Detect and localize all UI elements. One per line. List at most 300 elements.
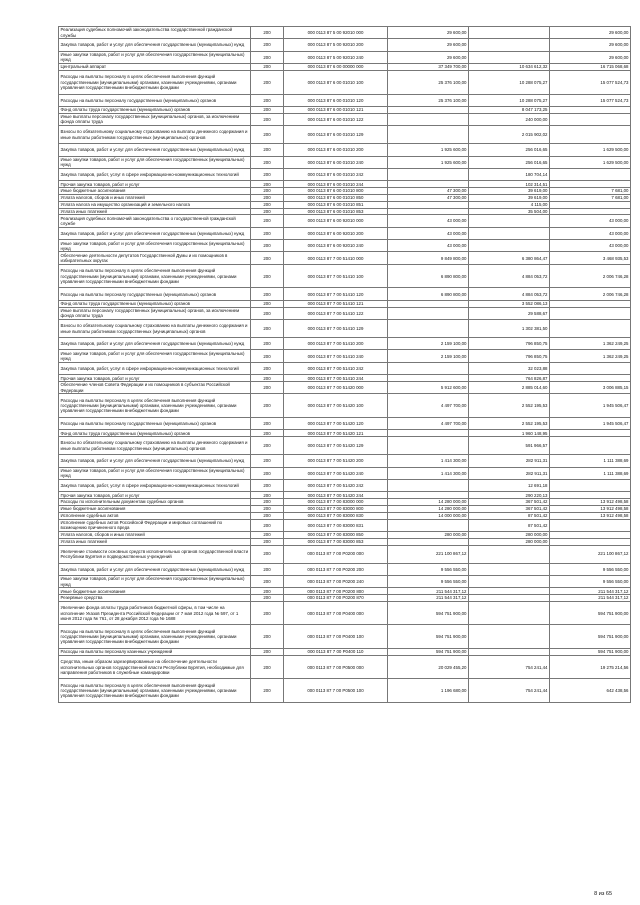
approved-amount-cell: 29 600,00 xyxy=(388,51,469,63)
approved-amount-cell: 47 300,00 xyxy=(388,194,469,201)
approved-amount-cell: 594 751 900,00 xyxy=(388,601,469,625)
executed-amount-cell: 39 619,00 xyxy=(469,194,550,201)
code-cell: 200 xyxy=(251,601,284,625)
remaining-amount-cell xyxy=(550,126,631,144)
executed-amount-cell xyxy=(469,588,550,595)
approved-amount-cell: 43 000,00 xyxy=(388,227,469,239)
table-row xyxy=(59,307,631,319)
approved-amount-cell: 2 159 100,00 xyxy=(388,350,469,362)
description-cell: Иные выплаты персоналу государственных (муниципальных) органов, за исключением фонда оплаты труда xyxy=(59,307,251,319)
budget-code-cell: 000 0113 87 7 00 51420 121 xyxy=(284,430,388,437)
table-row xyxy=(59,240,631,252)
description-cell: Закупка товаров, работ и услуг для обеспечения государственных (муниципальных) нужд xyxy=(59,227,251,239)
remaining-amount-cell xyxy=(550,201,631,208)
remaining-amount-cell: 1 111 388,69 xyxy=(550,455,631,467)
budget-code-cell: 000 0113 87 7 00 83000 000 xyxy=(284,499,388,506)
executed-amount-cell: 796 850,75 xyxy=(469,350,550,362)
approved-amount-cell xyxy=(388,375,469,382)
executed-amount-cell: 240 000,00 xyxy=(469,113,550,125)
table-row xyxy=(59,649,631,656)
approved-amount-cell: 1 925 600,00 xyxy=(388,156,469,168)
budget-code-cell: 000 0113 87 7 00 51410 240 xyxy=(284,350,388,362)
budget-code-cell: 000 0113 87 7 00 51410 000 xyxy=(284,252,388,264)
table-row xyxy=(59,252,631,264)
executed-amount-cell: 35 504,00 xyxy=(469,208,550,215)
approved-amount-cell xyxy=(388,307,469,319)
budget-code-cell: 000 0113 87 7 00 51420 200 xyxy=(284,455,388,467)
approved-amount-cell: 25 376 100,00 xyxy=(388,94,469,106)
approved-amount-cell: 47 300,00 xyxy=(388,188,469,195)
budget-code-cell: 000 0113 87 7 00 51410 200 xyxy=(284,338,388,350)
code-cell: 200 xyxy=(251,64,284,71)
description-cell: Прочая закупка товаров, работ и услуг xyxy=(59,492,251,499)
table-row xyxy=(59,430,631,437)
code-cell: 200 xyxy=(251,300,284,307)
description-cell: Фонд оплаты труда государственных (муниципальных) органов xyxy=(59,430,251,437)
code-cell: 200 xyxy=(251,144,284,156)
remaining-amount-cell: 221 100 867,12 xyxy=(550,545,631,563)
approved-amount-cell xyxy=(388,519,469,531)
remaining-amount-cell xyxy=(550,479,631,491)
table-row xyxy=(59,300,631,307)
description-cell: Исполнение судебных актов Российской Федерации и мировых соглашений по возмещению причиненного вреда xyxy=(59,519,251,531)
approved-amount-cell: 211 544 317,12 xyxy=(388,595,469,602)
budget-code-cell: 000 0113 87 6 00 01010 851 xyxy=(284,201,388,208)
budget-code-cell: 000 0113 87 7 00 51410 122 xyxy=(284,307,388,319)
executed-amount-cell: 12 691,18 xyxy=(469,479,550,491)
budget-code-cell: 000 0113 87 7 00 51410 100 xyxy=(284,264,388,288)
code-cell: 200 xyxy=(251,168,284,180)
description-cell: Расходы по исполнительным документам судебных органов xyxy=(59,499,251,506)
table-row xyxy=(59,531,631,538)
executed-amount-cell: 3 552 086,13 xyxy=(469,300,550,307)
approved-amount-cell xyxy=(388,479,469,491)
budget-code-cell: 000 0113 87 6 00 92010 200 xyxy=(284,227,388,239)
code-cell: 200 xyxy=(251,350,284,362)
remaining-amount-cell: 43 000,00 xyxy=(550,240,631,252)
budget-code-cell: 000 0113 87 7 00 P0200 870 xyxy=(284,595,388,602)
executed-amount-cell: 32 023,88 xyxy=(469,362,550,374)
description-cell: Закупка товаров, работ и услуг для обеспечения государственных (муниципальных) нужд xyxy=(59,338,251,350)
description-cell: Иные закупки товаров, работ и услуг для обеспечения государственных (муниципальных) нужд xyxy=(59,240,251,252)
approved-amount-cell: 9 556 550,00 xyxy=(388,563,469,575)
description-cell: Расходы на выплаты персоналу государственных (муниципальных) органов xyxy=(59,417,251,429)
approved-amount-cell: 14 000 000,00 xyxy=(388,512,469,519)
executed-amount-cell: 6 380 864,47 xyxy=(469,252,550,264)
code-cell: 200 xyxy=(251,417,284,429)
table-row xyxy=(59,588,631,595)
code-cell: 200 xyxy=(251,394,284,418)
remaining-amount-cell: 29 600,00 xyxy=(550,39,631,51)
remaining-amount-cell: 2 006 746,28 xyxy=(550,288,631,300)
description-cell: Уплата иных платежей xyxy=(59,538,251,545)
table-row xyxy=(59,106,631,113)
approved-amount-cell: 43 000,00 xyxy=(388,215,469,227)
remaining-amount-cell: 13 912 498,58 xyxy=(550,499,631,506)
table-row xyxy=(59,679,631,703)
description-cell: Расходы на выплаты персоналу в целях обеспечения выполнения функций государственными (муниципальными) органами, казенными учреждениями, органами управления государственными внебюджетными фондами xyxy=(59,264,251,288)
remaining-amount-cell: 13 912 498,58 xyxy=(550,512,631,519)
executed-amount-cell: 4 884 053,72 xyxy=(469,288,550,300)
executed-amount-cell: 282 911,31 xyxy=(469,467,550,479)
remaining-amount-cell: 3 468 935,53 xyxy=(550,252,631,264)
table-row xyxy=(59,51,631,63)
remaining-amount-cell: 15 077 524,73 xyxy=(550,94,631,106)
code-cell: 200 xyxy=(251,70,284,94)
approved-amount-cell: 14 280 000,00 xyxy=(388,505,469,512)
description-cell: Взносы по обязательному социальному страхованию на выплаты денежного содержания и иные выплаты работникам государственных (муниципальных) органов xyxy=(59,320,251,338)
description-cell: Исполнение судебных актов xyxy=(59,512,251,519)
executed-amount-cell: 180 704,14 xyxy=(469,168,550,180)
approved-amount-cell xyxy=(388,437,469,455)
table-row xyxy=(59,492,631,499)
budget-code-cell: 000 0113 87 7 00 51410 242 xyxy=(284,362,388,374)
code-cell: 200 xyxy=(251,655,284,679)
approved-amount-cell: 1 925 600,00 xyxy=(388,144,469,156)
description-cell: Средства, иным образом зарезервированные на обеспечение деятельности исполнительных органов государственной власти Республики Бурятия, необходимые для направления работников в служебные командировки xyxy=(59,655,251,679)
budget-code-cell: 000 0113 87 6 00 92010 240 xyxy=(284,240,388,252)
remaining-amount-cell xyxy=(550,375,631,382)
table-row xyxy=(59,264,631,288)
remaining-amount-cell: 1 362 249,25 xyxy=(550,338,631,350)
table-row xyxy=(59,575,631,587)
code-cell: 200 xyxy=(251,538,284,545)
description-cell: Реализация судебных полномочий законодательства государственной гражданской службы xyxy=(59,27,251,39)
approved-amount-cell xyxy=(388,362,469,374)
budget-code-cell: 000 0113 87 7 00 P0200 800 xyxy=(284,588,388,595)
remaining-amount-cell: 1 111 388,69 xyxy=(550,467,631,479)
approved-amount-cell: 37 349 700,00 xyxy=(388,64,469,71)
remaining-amount-cell: 1 945 506,47 xyxy=(550,417,631,429)
code-cell: 200 xyxy=(251,531,284,538)
budget-code-cell: 000 0113 87 7 00 P0200 000 xyxy=(284,545,388,563)
remaining-amount-cell xyxy=(550,320,631,338)
code-cell: 200 xyxy=(251,338,284,350)
table-row xyxy=(59,375,631,382)
approved-amount-cell: 6 890 800,00 xyxy=(388,264,469,288)
executed-amount-cell: 1 960 148,95 xyxy=(469,430,550,437)
approved-amount-cell: 9 849 800,00 xyxy=(388,252,469,264)
code-cell: 200 xyxy=(251,252,284,264)
code-cell: 200 xyxy=(251,126,284,144)
code-cell: 200 xyxy=(251,625,284,649)
budget-code-cell: 000 0113 87 7 00 83000 850 xyxy=(284,531,388,538)
remaining-amount-cell xyxy=(550,168,631,180)
code-cell: 200 xyxy=(251,375,284,382)
table-row xyxy=(59,362,631,374)
budget-code-cell: 000 0113 87 7 00 51410 244 xyxy=(284,375,388,382)
expenditure-table xyxy=(58,26,631,703)
description-cell: Взносы по обязательному социальному страхованию на выплаты денежного содержания и иные выплаты работникам государственных (муниципальных) органов xyxy=(59,437,251,455)
executed-amount-cell: 87 501,42 xyxy=(469,512,550,519)
code-cell: 200 xyxy=(251,106,284,113)
code-cell: 200 xyxy=(251,595,284,602)
remaining-amount-cell: 43 000,00 xyxy=(550,215,631,227)
code-cell: 200 xyxy=(251,156,284,168)
remaining-amount-cell xyxy=(550,531,631,538)
code-cell: 200 xyxy=(251,467,284,479)
approved-amount-cell xyxy=(388,113,469,125)
approved-amount-cell: 20 029 455,20 xyxy=(388,655,469,679)
budget-code-cell: 000 0113 87 6 00 92010 000 xyxy=(284,215,388,227)
description-cell: Расходы на выплаты персоналу казенных учреждений xyxy=(59,649,251,656)
code-cell: 200 xyxy=(251,264,284,288)
executed-amount-cell xyxy=(469,649,550,656)
budget-code-cell: 000 0113 87 7 00 51420 000 xyxy=(284,382,388,394)
budget-code-cell: 000 0113 87 7 00 P0400 110 xyxy=(284,649,388,656)
executed-amount-cell: 591 966,57 xyxy=(469,437,550,455)
remaining-amount-cell xyxy=(550,307,631,319)
table-row xyxy=(59,39,631,51)
budget-code-cell: 000 0113 87 7 00 P0500 000 xyxy=(284,655,388,679)
description-cell: Расходы на выплаты персоналу в целях обеспечения выполнения функций государственными (муниципальными) органами, казенными учреждениями, органами управления государственными внебюджетными фондами xyxy=(59,394,251,418)
code-cell: 200 xyxy=(251,188,284,195)
executed-amount-cell: 102 314,51 xyxy=(469,181,550,188)
approved-amount-cell: 1 196 680,00 xyxy=(388,679,469,703)
table-row xyxy=(59,417,631,429)
remaining-amount-cell: 19 275 214,56 xyxy=(550,655,631,679)
approved-amount-cell xyxy=(388,320,469,338)
budget-code-cell: 000 0113 87 6 00 01010 100 xyxy=(284,70,388,94)
table-row xyxy=(59,194,631,201)
executed-amount-cell: 764 826,87 xyxy=(469,375,550,382)
table-row xyxy=(59,519,631,531)
budget-code-cell: 000 0113 87 6 00 01010 240 xyxy=(284,156,388,168)
executed-amount-cell: 10 288 075,27 xyxy=(469,70,550,94)
budget-code-cell: 000 0113 87 7 00 51420 120 xyxy=(284,417,388,429)
executed-amount-cell: 2 015 902,02 xyxy=(469,126,550,144)
remaining-amount-cell xyxy=(550,300,631,307)
budget-code-cell: 000 0113 87 7 00 51420 240 xyxy=(284,467,388,479)
description-cell: Увеличение фонда оплаты труда работников бюджетной сферы, в том числе на исполнение Указов Президента Российской Федерации от 7 мая 2012 года № 597, от 1 июня 2012 года № 761, от 28 декабря 2012 года № 1688 xyxy=(59,601,251,625)
table-row xyxy=(59,64,631,71)
table-row xyxy=(59,201,631,208)
code-cell: 200 xyxy=(251,362,284,374)
code-cell: 200 xyxy=(251,519,284,531)
approved-amount-cell xyxy=(388,106,469,113)
description-cell: Иные закупки товаров, работ и услуг для обеспечения государственных (муниципальных) нужд xyxy=(59,51,251,63)
executed-amount-cell: 2 552 195,53 xyxy=(469,417,550,429)
remaining-amount-cell: 1 362 249,25 xyxy=(550,350,631,362)
approved-amount-cell xyxy=(388,201,469,208)
table-row xyxy=(59,215,631,227)
table-row xyxy=(59,350,631,362)
code-cell: 200 xyxy=(251,430,284,437)
approved-amount-cell: 25 376 100,00 xyxy=(388,70,469,94)
budget-code-cell: 000 0113 87 7 00 51410 120 xyxy=(284,288,388,300)
description-cell: Закупка товаров, работ и услуг для обеспечения государственных (муниципальных) нужд xyxy=(59,563,251,575)
executed-amount-cell xyxy=(469,215,550,227)
description-cell: Центральный аппарат xyxy=(59,64,251,71)
budget-code-cell: 000 0113 87 7 00 51420 129 xyxy=(284,437,388,455)
table-row xyxy=(59,455,631,467)
approved-amount-cell xyxy=(388,430,469,437)
description-cell: Иные закупки товаров, работ и услуг для обеспечения государственных (муниципальных) нужд xyxy=(59,350,251,362)
code-cell: 200 xyxy=(251,588,284,595)
approved-amount-cell: 6 890 800,00 xyxy=(388,288,469,300)
table-row xyxy=(59,538,631,545)
code-cell: 200 xyxy=(251,215,284,227)
table-row xyxy=(59,126,631,144)
executed-amount-cell: 2 552 195,53 xyxy=(469,394,550,418)
description-cell: Расходы на выплаты персоналу государственных (муниципальных) органов xyxy=(59,288,251,300)
budget-code-cell: 000 0113 87 7 00 51410 121 xyxy=(284,300,388,307)
executed-amount-cell xyxy=(469,545,550,563)
budget-code-cell: 000 0113 87 6 00 01010 121 xyxy=(284,106,388,113)
code-cell: 200 xyxy=(251,382,284,394)
table-row xyxy=(59,288,631,300)
table-row xyxy=(59,338,631,350)
budget-code-cell: 000 0113 87 6 00 00000 000 xyxy=(284,64,388,71)
table-row xyxy=(59,467,631,479)
approved-amount-cell: 43 000,00 xyxy=(388,240,469,252)
remaining-amount-cell: 43 000,00 xyxy=(550,227,631,239)
executed-amount-cell xyxy=(469,27,550,39)
description-cell: Уплата налогов, сборов и иных платежей xyxy=(59,194,251,201)
executed-amount-cell: 29 588,67 xyxy=(469,307,550,319)
description-cell: Фонд оплаты труда государственных (муниципальных) органов xyxy=(59,106,251,113)
table-row xyxy=(59,601,631,625)
remaining-amount-cell: 211 544 317,12 xyxy=(550,588,631,595)
executed-amount-cell: 1 302 381,50 xyxy=(469,320,550,338)
remaining-amount-cell: 594 751 900,00 xyxy=(550,601,631,625)
budget-code-cell: 000 0113 87 6 00 01010 122 xyxy=(284,113,388,125)
code-cell: 200 xyxy=(251,113,284,125)
table-row xyxy=(59,479,631,491)
code-cell: 200 xyxy=(251,649,284,656)
budget-code-cell: 000 0113 87 7 00 83000 853 xyxy=(284,538,388,545)
table-row xyxy=(59,188,631,195)
description-cell: Прочая закупка товаров, работ и услуг xyxy=(59,375,251,382)
remaining-amount-cell: 9 556 550,00 xyxy=(550,563,631,575)
budget-code-cell: 000 0113 87 5 00 92010 000 xyxy=(284,27,388,39)
executed-amount-cell: 280 000,00 xyxy=(469,538,550,545)
description-cell: Расходы на выплаты персоналу государственных (муниципальных) органов xyxy=(59,94,251,106)
table-row xyxy=(59,320,631,338)
budget-code-cell: 000 0113 87 6 00 01010 800 xyxy=(284,188,388,195)
approved-amount-cell xyxy=(388,300,469,307)
approved-amount-cell: 594 751 900,00 xyxy=(388,649,469,656)
remaining-amount-cell xyxy=(550,437,631,455)
remaining-amount-cell: 211 544 317,12 xyxy=(550,595,631,602)
approved-amount-cell: 9 556 550,00 xyxy=(388,575,469,587)
budget-code-cell: 000 0113 87 6 00 01010 244 xyxy=(284,181,388,188)
code-cell: 200 xyxy=(251,208,284,215)
budget-code-cell: 000 0113 87 6 00 01010 129 xyxy=(284,126,388,144)
budget-code-cell: 000 0113 87 6 00 01010 242 xyxy=(284,168,388,180)
code-cell: 200 xyxy=(251,181,284,188)
code-cell: 200 xyxy=(251,240,284,252)
description-cell: Иные закупки товаров, работ и услуг для обеспечения государственных (муниципальных) нужд xyxy=(59,156,251,168)
approved-amount-cell: 4 497 700,00 xyxy=(388,394,469,418)
description-cell: Иные бюджетные ассигнования xyxy=(59,188,251,195)
code-cell: 200 xyxy=(251,492,284,499)
code-cell: 200 xyxy=(251,512,284,519)
description-cell: Уплата налогов, сборов и иных платежей xyxy=(59,531,251,538)
description-cell: Расходы на выплаты персоналу в целях обеспечения выполнения функций государственными (муниципальными) органами, казенными учреждениями, органами управления государственными внебюджетными фондами xyxy=(59,70,251,94)
executed-amount-cell: 290 220,13 xyxy=(469,492,550,499)
remaining-amount-cell: 7 681,00 xyxy=(550,188,631,195)
table-row xyxy=(59,595,631,602)
budget-code-cell: 000 0113 87 7 00 51420 242 xyxy=(284,479,388,491)
approved-amount-cell xyxy=(388,208,469,215)
budget-code-cell: 000 0113 87 6 00 01010 853 xyxy=(284,208,388,215)
executed-amount-cell: 367 501,42 xyxy=(469,505,550,512)
code-cell: 200 xyxy=(251,575,284,587)
executed-amount-cell: 256 016,65 xyxy=(469,156,550,168)
page-number: 8 из 65 xyxy=(594,891,612,897)
budget-code-cell: 000 0113 87 6 00 01010 200 xyxy=(284,144,388,156)
description-cell: Иные закупки товаров, работ и услуг для обеспечения государственных (муниципальных) нужд xyxy=(59,467,251,479)
remaining-amount-cell xyxy=(550,113,631,125)
executed-amount-cell xyxy=(469,227,550,239)
budget-code-cell: 000 0113 87 7 00 P0400 000 xyxy=(284,601,388,625)
description-cell: Иные бюджетные ассигнования xyxy=(59,505,251,512)
remaining-amount-cell: 29 600,00 xyxy=(550,51,631,63)
table-row xyxy=(59,168,631,180)
executed-amount-cell xyxy=(469,39,550,51)
approved-amount-cell: 221 100 867,12 xyxy=(388,545,469,563)
table-row xyxy=(59,94,631,106)
table-row xyxy=(59,27,631,39)
table-row xyxy=(59,227,631,239)
table-row xyxy=(59,113,631,125)
executed-amount-cell: 256 016,65 xyxy=(469,144,550,156)
table-row xyxy=(59,208,631,215)
remaining-amount-cell: 642 438,56 xyxy=(550,679,631,703)
code-cell: 200 xyxy=(251,288,284,300)
remaining-amount-cell: 15 077 524,73 xyxy=(550,70,631,94)
table-row xyxy=(59,144,631,156)
approved-amount-cell: 594 751 900,00 xyxy=(388,625,469,649)
code-cell: 200 xyxy=(251,307,284,319)
budget-code-cell: 000 0113 87 7 00 51410 129 xyxy=(284,320,388,338)
description-cell: Обеспечение членов Совета Федерации и их помощников в субъектах Российской Федерации xyxy=(59,382,251,394)
executed-amount-cell: 4 115,00 xyxy=(469,201,550,208)
description-cell: Взносы по обязательному социальному страхованию на выплаты денежного содержания и иные выплаты работникам государственных (муниципальных) органов xyxy=(59,126,251,144)
table-row xyxy=(59,563,631,575)
table-row xyxy=(59,512,631,519)
approved-amount-cell xyxy=(388,538,469,545)
remaining-amount-cell: 16 715 068,68 xyxy=(550,64,631,71)
remaining-amount-cell: 594 751 900,00 xyxy=(550,625,631,649)
approved-amount-cell xyxy=(388,126,469,144)
report-sheet xyxy=(58,26,629,703)
remaining-amount-cell: 2 006 746,28 xyxy=(550,264,631,288)
description-cell: Закупка товаров, работ, услуг в сфере информационно-коммуникационных технологий xyxy=(59,362,251,374)
description-cell: Закупка товаров, работ и услуг для обеспечения государственных (муниципальных) нужд xyxy=(59,455,251,467)
remaining-amount-cell: 1 629 500,00 xyxy=(550,144,631,156)
code-cell: 200 xyxy=(251,201,284,208)
table-row xyxy=(59,625,631,649)
approved-amount-cell: 29 600,00 xyxy=(388,39,469,51)
description-cell: Обеспечение деятельности депутатов Государственной Думы и их помощников в избирательных округах xyxy=(59,252,251,264)
code-cell: 200 xyxy=(251,94,284,106)
table-row xyxy=(59,394,631,418)
budget-code-cell: 000 0113 87 6 00 01010 850 xyxy=(284,194,388,201)
remaining-amount-cell: 7 681,00 xyxy=(550,194,631,201)
code-cell: 200 xyxy=(251,679,284,703)
code-cell: 200 xyxy=(251,545,284,563)
remaining-amount-cell xyxy=(550,538,631,545)
description-cell: Закупка товаров, работ и услуг для обеспечения государственных (муниципальных) нужд xyxy=(59,39,251,51)
budget-code-cell: 000 0113 87 7 00 83000 831 xyxy=(284,519,388,531)
description-cell: Иные закупки товаров, работ и услуг для обеспечения государственных (муниципальных) нужд xyxy=(59,575,251,587)
remaining-amount-cell xyxy=(550,362,631,374)
description-cell: Закупка товаров, работ, услуг в сфере информационно-коммуникационных технологий xyxy=(59,168,251,180)
approved-amount-cell: 4 497 700,00 xyxy=(388,417,469,429)
description-cell: Резервные средства xyxy=(59,595,251,602)
